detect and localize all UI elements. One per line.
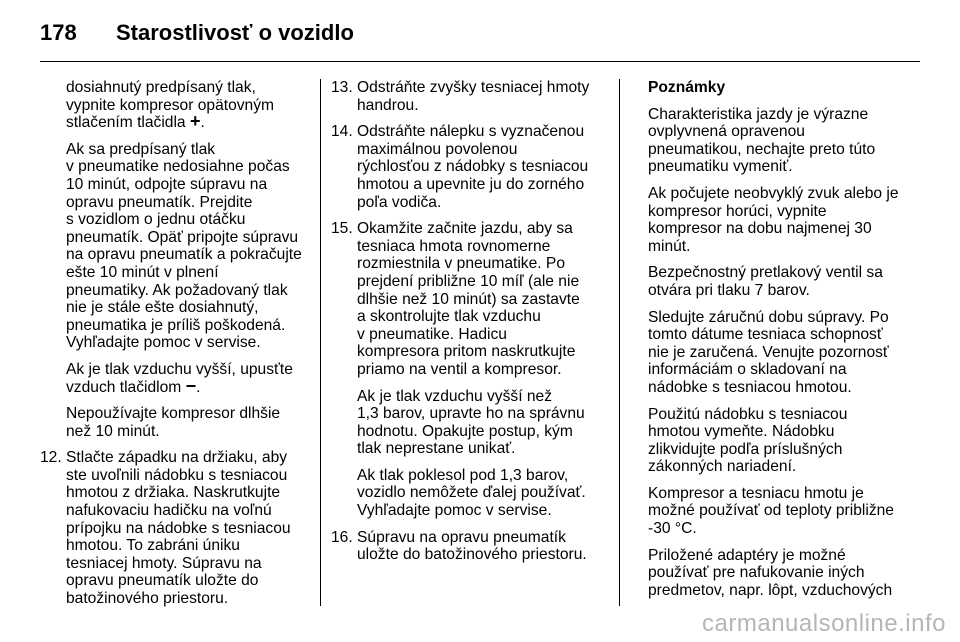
note-paragraph-5: Použitú nádobku s tesniacou hmotou vymeňte. Nádobku zlikvidujte podľa príslušných zákonných nariadení.: [648, 405, 848, 476]
paragraph-text: Ak je tlak vzduchu vyšší, upusťte vzduch tlačidlom: [66, 360, 293, 396]
column-right: [648, 79, 924, 608]
step-15: [331, 220, 607, 378]
continued-paragraph-1: [40, 79, 310, 132]
note-paragraph-1: Charakteristika jazdy je výrazne ovplyvnená opravenou pneumatikou, nechajte preto túto pneumatiku vymeniť.: [648, 105, 876, 176]
step-number: 14.: [331, 123, 353, 141]
paragraph-text: dosiahnutý predpísaný tlak, vypnite kompresor opätovným stlačením tlačidla: [66, 79, 275, 132]
step-number: 13.: [331, 79, 353, 96]
note-paragraph-4: Sledujte záručnú dobu súpravy. Po tomto dátume tesniaca schopnosť nie je zaručená. Venujte pozornosť informáciám o skladovaní na nádobke s tesniacou hmotou.: [648, 308, 889, 396]
paragraph-text-end: .: [196, 378, 201, 396]
paragraph-text-end: .: [200, 114, 205, 132]
note-title: Poznámky: [648, 79, 726, 96]
step-text: Okamžite začnite jazdu, aby sa tesniaca hmota rovnomerne rozmiestnila v pneumatike. Po prejdení približne 10 míľ (ale nie dlhšie než 10 minút) sa zastavte a skontrolujte tlak vzduchu v pneumatike. Hadicu kompresora pritom naskrutkujte priamo na ventil a kompresor.: [357, 220, 580, 378]
note-paragraph-7: Priložené adaptéry je možné používať pre nafukovanie iných predmetov, napr. lôpt, vzduchových: [648, 546, 893, 599]
note-paragraph-6: Kompresor a tesniacu hmotu je možné používať od teploty približne -30 °C.: [648, 484, 894, 538]
plus-button-icon: +: [189, 111, 201, 132]
step-14: [331, 123, 607, 211]
column-left: [40, 79, 310, 617]
header-rule: [40, 61, 920, 62]
page-number: 178: [40, 20, 77, 45]
note-paragraph-3: Bezpečnostný pretlakový ventil sa otvára pri tlaku 7 barov.: [648, 264, 883, 299]
step-text: Odstráňte nálepku s vyznačenou maximálnou povolenou rýchlosťou z nádobky s tesniacou hmotou a upevnite ju do zorného poľa vodiča.: [357, 123, 589, 211]
step-text: Odstráňte zvyšky tesniacej hmoty handrou.: [357, 79, 590, 114]
continued-paragraph-4: Nepoužívajte kompresor dlhšie než 10 minút.: [66, 405, 281, 440]
watermark: carmanualsonline.info: [702, 610, 946, 637]
step-text: Súpravu na opravu pneumatík uložte do batožinového priestoru.: [357, 528, 587, 564]
step-text: Stlačte západku na držiaku, aby ste uvoľnili nádobku s tesniacou hmotou z držiaka. Naskrutkujte nafukovaciu hadičku na voľnú prípojku na nádobke s tesniacou hmotou. To zabráni úniku tesniacej hmoty. Súpravu na opravu pneumatík uložte do batožinového priestoru.: [66, 449, 291, 608]
page-header: [40, 17, 354, 49]
step-12: [40, 449, 310, 607]
step-15-sub-1: Ak je tlak vzduchu vyšší než 1,3 barov, upravte ho na správnu hodnotu. Opakujte postup, kým tlak neprestane unikať.: [357, 387, 585, 458]
minus-button-icon: −: [185, 375, 197, 396]
column-middle: [331, 79, 607, 573]
step-16: [331, 529, 607, 564]
column-divider-1: [320, 79, 321, 606]
step-number: 12.: [40, 449, 62, 467]
continued-paragraph-3: [40, 361, 310, 396]
chapter-title: Starostlivosť o vozidlo: [116, 20, 354, 45]
step-15-sub-2: Ak tlak poklesol pod 1,3 barov, vozidlo nemôžete ďalej používať. Vyhľadajte pomoc v servise.: [357, 466, 586, 520]
note-paragraph-2: Ak počujete neobvyklý zvuk alebo je kompresor horúci, vypnite kompresor na dobu najmenej 30 minút.: [648, 184, 899, 255]
column-divider-2: [619, 79, 620, 606]
step-13: [331, 79, 607, 114]
step-number: 16.: [331, 528, 353, 546]
step-number: 15.: [331, 220, 353, 238]
continued-paragraph-2: Ak sa predpísaný tlak v pneumatike nedosiahne počas 10 minút, odpojte súpravu na opravu pneumatík. Prejdite s vozidlom o jednu otáčku pneumatík. Opäť pripojte súpravu na opravu pneumatík a pokračujte ešte 10 minút v plnení pneumatiky. Ak požadovaný tlak nie je stále ešte dosiahnutý, pneumatika je príliš poškodená. Vyhľadajte pomoc v servise.: [66, 140, 302, 352]
